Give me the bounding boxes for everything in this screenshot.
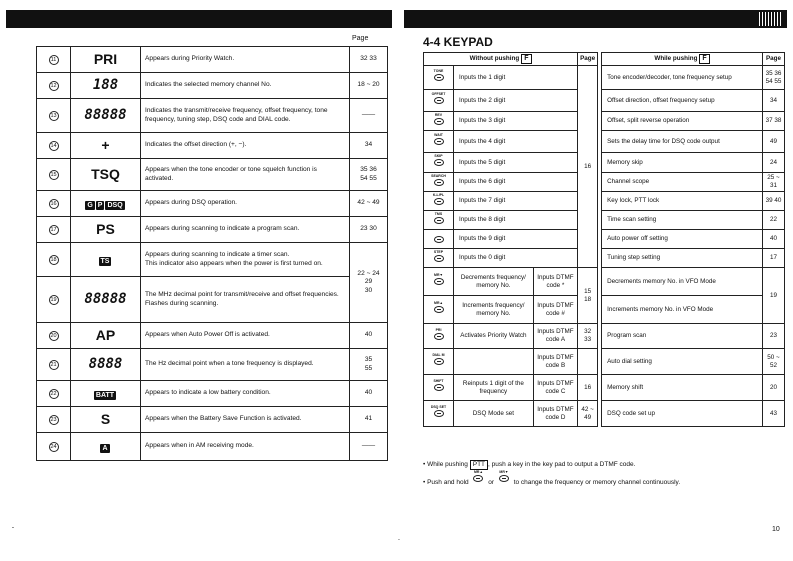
indicator-description: Indicates the offset direction (+, −). [141,133,350,159]
row-number: 15 [50,171,57,178]
mr-up-key-icon: MR▲ [470,470,486,484]
function-without-f: Inputs the 5 digit [454,153,578,173]
indicator-badge: P [97,201,103,209]
function-page: 16 [578,375,598,401]
row-number: 21 [50,361,57,368]
shared-page-b: 15 18 [578,268,598,324]
function-while-f: Memory skip [602,153,763,173]
keypad-row [424,268,785,296]
keypad-key-icon: TONE [431,69,447,83]
header-bar-ticks [759,12,783,26]
indicator-description: Appears when in AM receiving mode. [141,433,350,461]
function-without-f: Increments frequency/ memory No. [454,296,534,324]
function-page-2: 25 ~ 31 [763,173,785,192]
function-page-2: 23 [763,324,785,349]
ptt-box: PTT [470,460,488,470]
section-title: 4-4 KEYPAD [423,35,493,49]
dtmf-code: Inputs DTMF code B [533,349,577,375]
function-without-f: Inputs the 1 digit [454,66,578,90]
keypad-key-icon: DIAL M [431,353,447,367]
function-while-f: Program scan [602,324,763,349]
display-indicator-table [36,46,388,461]
keypad-key-icon: REV [431,113,447,127]
indicator-symbol: PRI [71,47,141,73]
keypad-key-icon: K-L/PL [431,193,447,207]
function-without-f: Inputs the 2 digit [454,90,578,112]
mr-down-key-icon: MR▼ [496,470,512,484]
indicator-row [37,47,388,73]
function-page-2: 34 [763,90,785,112]
indicator-page: 42 ~ 49 [350,191,388,217]
indicator-description: Indicates the transmit/receive frequency, offset frequency, tone frequency, tuning step, DSQ code and DIAL code. [141,99,350,133]
function-without-f [454,349,534,375]
dtmf-code: Inputs DTMF code D [533,401,577,427]
function-while-f: Key lock, PTT lock [602,192,763,211]
indicator-symbol [71,243,141,277]
keypad-key-icon: WAIT [431,133,447,147]
indicator-row [37,191,388,217]
page-number: 10 [772,526,780,533]
function-while-f: Memory shift [602,375,763,401]
keypad-row [424,375,785,401]
indicator-row [37,277,388,323]
function-while-f: Decrements memory No. in VFO Mode [602,268,763,296]
header-while: While pushing F [602,53,763,66]
indicator-row [37,217,388,243]
indicator-page: 40 [350,323,388,349]
keypad-key-icon: PRI [431,328,447,342]
function-page [578,349,598,375]
row-number: 16 [50,200,57,207]
keypad-row [424,324,785,349]
keypad-key-icon: SKIP [431,154,447,168]
indicator-page: 40 [350,381,388,407]
function-while-f: Auto power off setting [602,230,763,249]
indicator-symbol: PS [71,217,141,243]
row-number: 20 [50,332,57,339]
function-while-f: Offset, split reverse operation [602,112,763,131]
note-ptt: • While pushing PTT , push a key in the key pad to output a DTMF code. [423,461,636,468]
keypad-row [424,90,785,112]
indicator-page: 35 36 54 55 [350,159,388,191]
keypad-row [424,112,785,131]
function-without-f: DSQ Mode set [454,401,534,427]
row-number: 23 [50,416,57,423]
indicator-row [37,323,388,349]
indicator-row [37,349,388,381]
dtmf-code: Inputs DTMF code C [533,375,577,401]
function-page-2: 39 40 [763,192,785,211]
row-number: 13 [50,112,57,119]
function-while-f: Sets the delay time for DSQ code output [602,131,763,153]
indicator-symbol: TSQ [71,159,141,191]
function-page-2: 43 [763,401,785,427]
function-while-f: Auto dial setting [602,349,763,375]
indicator-symbol [71,433,141,461]
keypad-row [424,211,785,230]
indicator-badge: A [102,444,108,452]
indicator-page: 32 33 [350,47,388,73]
note-hold: • Push and hold MR▲ or MR▼ to change the frequency or memory channel continuously. [423,470,681,486]
keypad-notes [423,460,680,488]
function-without-f: Inputs the 9 digit [454,230,578,249]
keypad-row [424,131,785,153]
function-without-f: Inputs the 4 digit [454,131,578,153]
function-without-f: Inputs the 6 digit [454,173,578,192]
function-page: 42 ~ 49 [578,401,598,427]
keypad-row [424,153,785,173]
function-while-f: Tuning step setting [602,249,763,268]
indicator-symbol: 88888 [71,99,141,133]
function-without-f: Inputs the 0 digit [454,249,578,268]
shared-page-c: 19 [763,268,785,324]
indicator-row [37,159,388,191]
function-without-f: Decrements frequency/ memory No. [454,268,534,296]
indicator-badge: TS [100,257,110,265]
keypad-key-icon: TMS [431,212,447,226]
row-number: 22 [50,390,57,397]
keypad-row [424,192,785,211]
row-number: 24 [50,443,57,450]
dtmf-code: Inputs DTMF code * [533,268,577,296]
indicator-row [37,433,388,461]
header-bar-right [404,10,787,28]
indicator-page: —— [350,99,388,133]
function-page: 32 33 [578,324,598,349]
indicator-symbol [71,381,141,407]
function-while-f: Offset direction, offset frequency setup [602,90,763,112]
keypad-row [424,173,785,192]
indicator-badge: BATT [95,391,115,399]
function-page-2: 20 [763,375,785,401]
indicator-symbol [71,191,141,217]
keypad-row [424,296,785,324]
f-key-box: F [521,54,531,64]
indicator-description: Appears during DSQ operation. [141,191,350,217]
function-without-f: Reinputs 1 digit of the frequency [454,375,534,401]
row-number: 19 [50,296,57,303]
indicator-page: 41 [350,407,388,433]
keypad-table [423,52,785,427]
function-while-f: Time scan setting [602,211,763,230]
indicator-row [37,133,388,159]
keypad-row [424,230,785,249]
f-key-box-2: F [699,54,709,64]
indicator-row [37,73,388,99]
indicator-badge: G [87,201,93,209]
indicator-description: Appears during scanning to indicate a program scan. [141,217,350,243]
header-bar-left [6,10,392,28]
function-page-2: 49 [763,131,785,153]
indicator-page: 18 ~ 20 [350,73,388,99]
header-page-1: Page [578,53,598,66]
keypad-key-icon: SEARCH [431,174,447,188]
keypad-key-icon: DSQ SET [431,405,447,419]
function-page-2: 35 36 54 55 [763,66,785,90]
indicator-row [37,407,388,433]
row-number: 14 [50,142,57,149]
shared-page-a: 16 [578,66,598,268]
keypad-key-icon [431,231,447,245]
keypad-row [424,349,785,375]
keypad-key-icon: OFFSET [431,92,447,106]
indicator-symbol: + [71,133,141,159]
function-page-2: 37 38 [763,112,785,131]
function-while-f: Tone encoder/decoder, tone frequency setup [602,66,763,90]
header-page-2: Page [763,53,785,66]
margin-mark: ˇ [12,528,14,534]
keypad-row [424,66,785,90]
function-without-f: Inputs the 3 digit [454,112,578,131]
indicator-row [37,99,388,133]
indicator-description: The Hz decimal point when a tone frequency is displayed. [141,349,350,381]
function-without-f: Inputs the 7 digit [454,192,578,211]
function-page-2: 40 [763,230,785,249]
indicator-symbol: S [71,407,141,433]
row-number: 12 [50,82,57,89]
keypad-key-icon: MR▲ [431,301,447,315]
function-while-f: DSQ code set up [602,401,763,427]
indicator-symbol: 188 [71,73,141,99]
dtmf-code: Inputs DTMF code # [533,296,577,324]
indicator-description: Appears to indicate a low battery condition. [141,381,350,407]
indicator-symbol: 88888 [71,277,141,323]
function-page-2: 24 [763,153,785,173]
function-without-f: Inputs the 8 digit [454,211,578,230]
indicator-page: 22 ~ 24 29 30 [350,243,388,323]
function-page-2: 22 [763,211,785,230]
function-while-f: Channel scope [602,173,763,192]
indicator-page: 35 55 [350,349,388,381]
indicator-row [37,243,388,277]
indicator-page: 23 30 [350,217,388,243]
indicator-description: The MHz decimal point for transmit/receive and offset frequencies. Flashes during scanning. [141,277,350,323]
indicator-badge: DSQ [107,201,123,209]
keypad-key-icon: SHIFT [431,379,447,393]
dtmf-code: Inputs DTMF code A [533,324,577,349]
row-number: 18 [50,256,57,263]
indicator-description: Appears when Auto Power Off is activated. [141,323,350,349]
indicator-description: Indicates the selected memory channel No. [141,73,350,99]
function-without-f: Activates Priority Watch [454,324,534,349]
indicator-symbol: AP [71,323,141,349]
keypad-row [424,249,785,268]
function-page-2: 17 [763,249,785,268]
function-page-2: 50 ~ 52 [763,349,785,375]
indicator-description: Appears when the Battery Save Function is activated. [141,407,350,433]
keypad-key-icon: MR▼ [431,273,447,287]
indicator-description: Appears during scanning to indicate a timer scan. This indicator also appears when the power is first turned on. [141,243,350,277]
left-page-column-header: Page [352,35,369,42]
row-number: 11 [49,55,59,65]
function-while-f: Increments memory No. in VFO Mode [602,296,763,324]
indicator-symbol: 8888 [71,349,141,381]
indicator-page: 34 [350,133,388,159]
indicator-description: Appears when the tone encoder or tone squelch function is activated. [141,159,350,191]
indicator-page: —— [350,433,388,461]
keypad-row [424,401,785,427]
indicator-row [37,381,388,407]
header-without: Without pushing F [424,53,578,66]
row-number: 17 [50,226,57,233]
keypad-key-icon: STEP [431,250,447,264]
indicator-description: Appears during Priority Watch. [141,47,350,73]
margin-mark: ˉ [398,540,400,546]
